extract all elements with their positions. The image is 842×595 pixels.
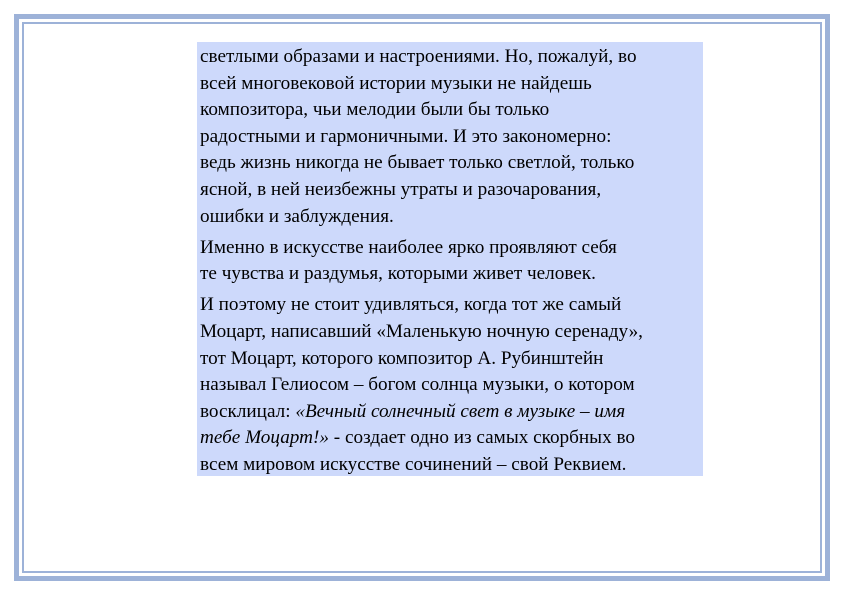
text-line: И поэтому не стоит удивляться, когда тот же самый bbox=[200, 294, 622, 316]
text-box bbox=[197, 42, 703, 476]
text-line bbox=[200, 425, 701, 452]
mozart-quote-part-1: «Вечный солнечный свет в музыке – имя bbox=[295, 400, 626, 422]
text-span: восклицал: bbox=[200, 400, 296, 422]
paragraph-3 bbox=[200, 292, 701, 478]
text-line: ошибки и заблуждения. bbox=[200, 205, 394, 227]
text-line: Именно в искусстве наиболее ярко проявляют себя bbox=[200, 236, 617, 258]
text-line: называл Гелиосом – богом солнца музыки, о котором bbox=[200, 374, 635, 396]
mozart-quote-part-2: тебе Моцарт!» bbox=[200, 427, 329, 449]
text-line: всей многовековой истории музыки не найдешь bbox=[200, 72, 592, 94]
text-line: ведь жизнь никогда не бывает только светлой, только bbox=[200, 152, 635, 174]
text-line: те чувства и раздумья, которыми живет человек. bbox=[200, 263, 596, 285]
text-line: тот Моцарт, которого композитор А. Рубинштейн bbox=[200, 347, 604, 369]
paragraph-2 bbox=[200, 235, 701, 288]
text-line: радостными и гармоничными. И это закономерно: bbox=[200, 125, 612, 147]
text-line bbox=[200, 399, 701, 426]
text-span: - создает одно из самых скорбных во bbox=[329, 427, 635, 449]
text-line: ясной, в ней неизбежны утраты и разочарования, bbox=[200, 178, 602, 200]
text-line: всем мировом искусстве сочинений – свой Реквием. bbox=[200, 453, 627, 475]
text-line: композитора, чьи мелодии были бы только bbox=[200, 99, 550, 121]
text-line: Моцарт, написавший «Маленькую ночную серенаду», bbox=[200, 320, 643, 342]
paragraph-1 bbox=[200, 44, 701, 230]
text-line: светлыми образами и настроениями. Но, пожалуй, во bbox=[200, 46, 637, 67]
